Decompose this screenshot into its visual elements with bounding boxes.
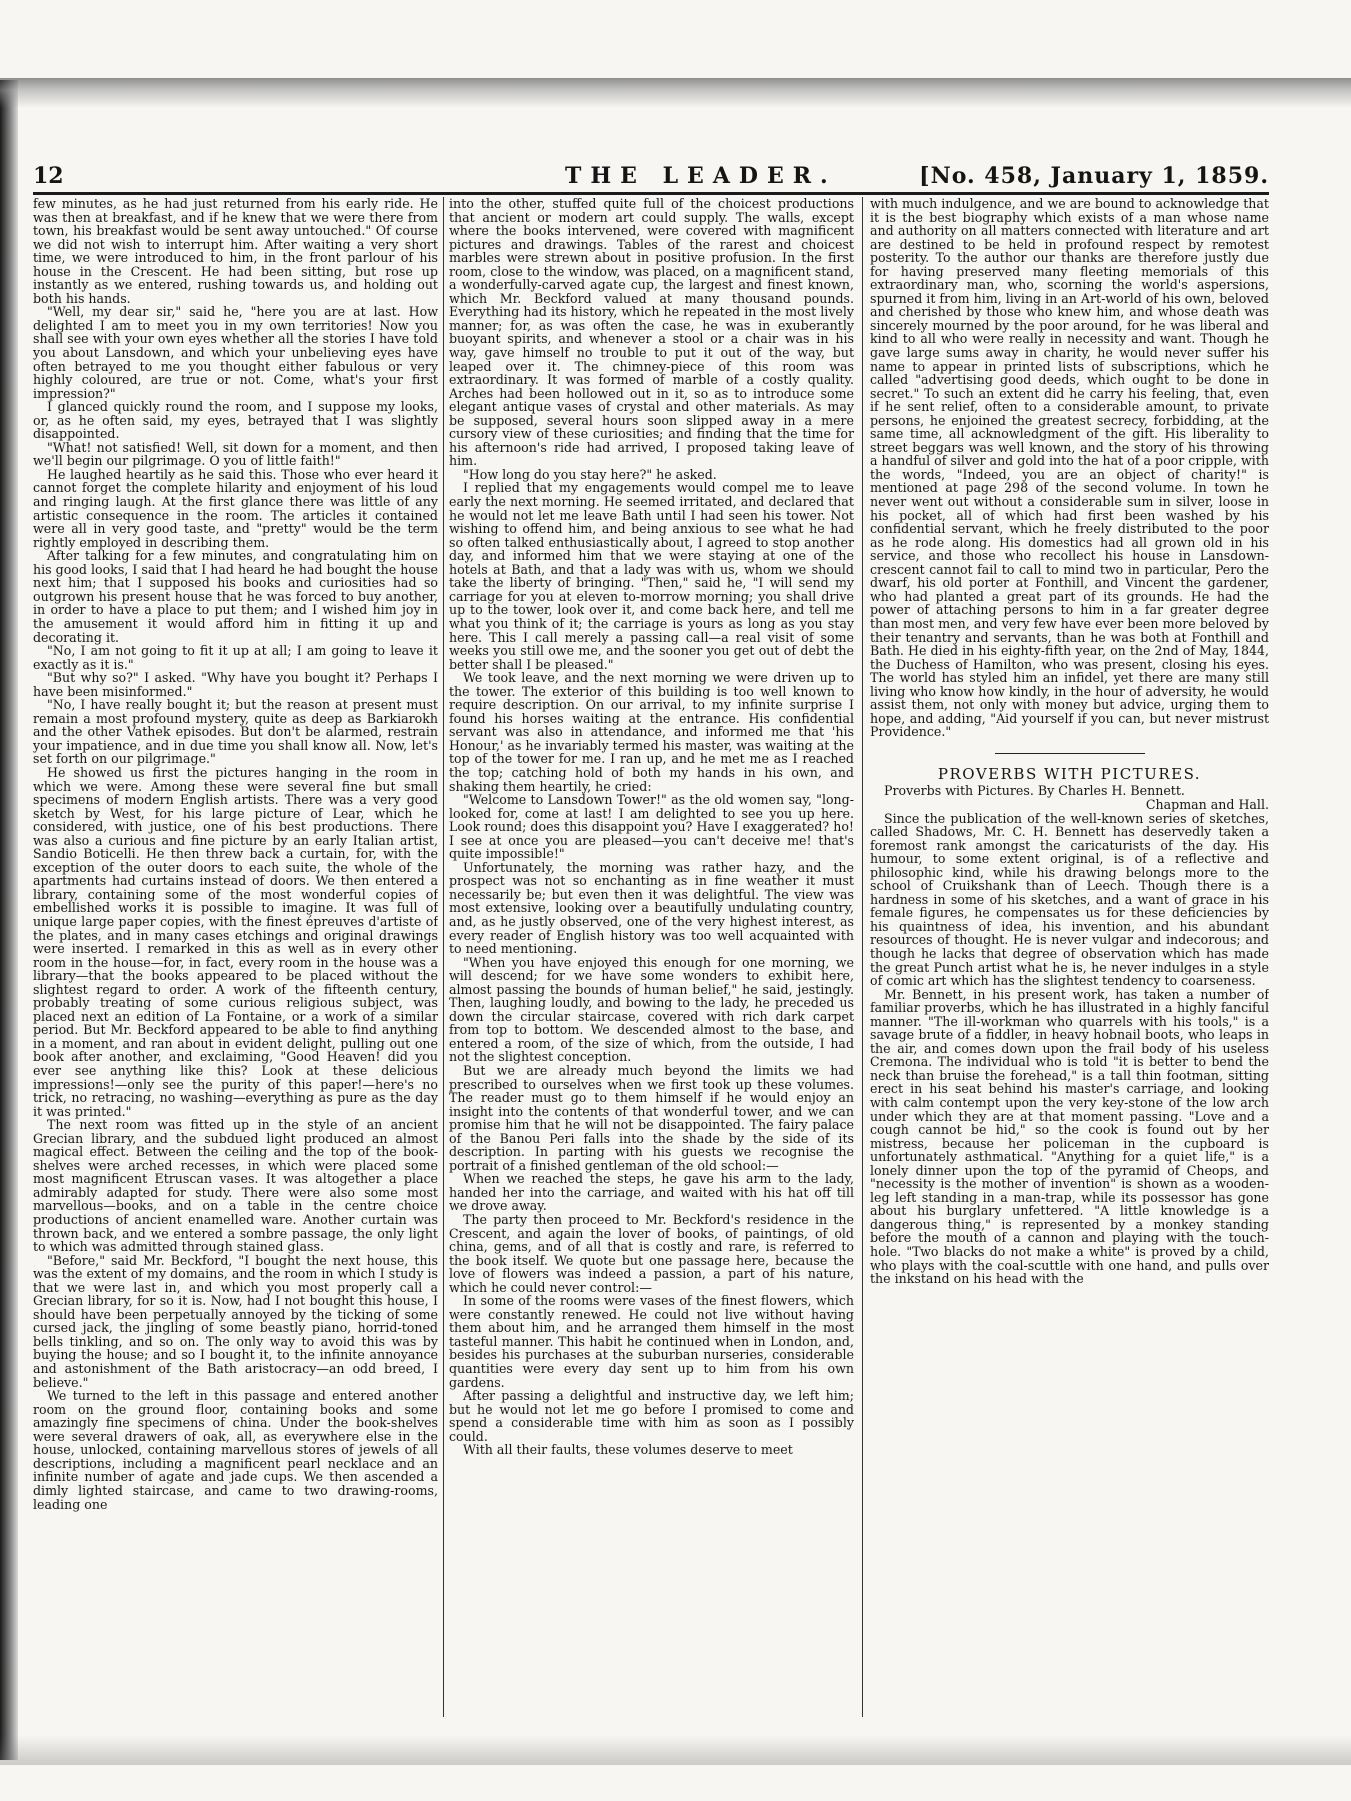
paragraph: "But why so?" I asked. "Why have you bought it? Perhaps I have been misinformed." xyxy=(33,670,438,699)
page-left-edge-shadow xyxy=(0,80,18,1760)
newspaper-title: THE LEADER. xyxy=(565,163,837,189)
column-divider xyxy=(862,197,863,1717)
review-publisher: Chapman and Hall. xyxy=(1145,796,1269,812)
paragraph: few minutes, as he had just returned from his early ride. He was then at breakfast, and if he knew that we were there from town, his breakfast would be sent away untouched." Of course we did not wish to interrupt him. After waiting a very short time, we were introduced to him, in the front parlour of his house in the Crescent. He had been sitting, but rose up instantly as we entered, rushing towards us, and holding out both his hands. xyxy=(33,197,438,306)
paragraph: After passing a delightful and instructive day, we left him; but he would not let me go before I promised to come and spend a considerable time with him as soon as I possibly could. xyxy=(449,1388,854,1444)
masthead xyxy=(33,163,1269,193)
issue-date: [No. 458, January 1, 1859. xyxy=(919,163,1269,189)
paragraph: "Welcome to Lansdown Tower!" as the old women say, "long-looked for, come at last! I am delighted to see you up here. Look round; does this disappoint you? Have I exaggerated? ho! I see at once you are pleased—you can't deceive me! that's quite impossible!" xyxy=(449,792,854,862)
paragraph: With all their faults, these volumes deserve to meet xyxy=(463,1442,793,1458)
page-top-scan-shadow xyxy=(0,78,1351,108)
paragraph: I replied that my engagements would compel me to leave early the next morning. He seemed irritated, and declared that he would not let me leave Bath until I had seen his tower. Not wishing to offend him, and being anxious to see what he had so often talked enthusiastically about, I agreed to stop another day, and informed him that we were staying at one of the hotels at Bath, and that a lady was with us, whom we should take the liberty of bringing. "Then," said he, "I will send my carriage for you at eleven to-morrow morning; you shall drive up to the tower, look over it, and come back here, and tell me what you think of it; the carriage is yours as long as you stay here. This I call merely a passing call—a real visit of some weeks you still owe me, and the sooner you get out of debt the better shall I be pleased." xyxy=(449,480,854,672)
paragraph: But we are already much beyond the limits we had prescribed to ourselves when we first took up these volumes. The reader must go to them himself if he would enjoy an insight into the contents of that wonderful tower, and we can promise him that he will not be disappointed. The fairy palace of the Banou Peri falls into the shade by the side of its description. In parting with his guests we recognise the portrait of a finished gentleman of the old school:— xyxy=(449,1063,854,1173)
paragraph: In some of the rooms were vases of the finest flowers, which were constantly renewed. He could not live without having them about him, and he arranged them himself in the most tasteful manner. This habit he continued when in London, and, besides his purchases at the suburban nurseries, considerable quantities were every day sent up to him from his own gardens. xyxy=(449,1293,854,1390)
paragraph: "What! not satisfied! Well, sit down for a moment, and then we'll begin our pilgrimage. O you of little faith!" xyxy=(33,439,438,469)
review-book-title: Proverbs with Pictures. By Charles H. Bennett. xyxy=(884,783,1185,799)
paragraph: Mr. Bennett, in his present work, has taken a number of familiar proverbs, which he has illustrated in a highly fanciful manner. "The ill-workman who quarrels with his tools," is a savage brute of a fiddler, in heavy hobnail boots, who leaps in the air, and comes down upon the frail body of his useless Cremona. The individual who is told "it is better to bend the neck than bruise the forehead," is a tall thin footman, sitting erect in his seat behind his master's carriage, and looking with calm contempt upon the very key-stone of the low arch under which they are at that moment passing. "Love and a cough cannot be hid," so the cook is found out by her mistress, because her policeman in the cupboard is unfortunately asthmatical. "Anything for a quiet life," is a lonely dinner upon the top of the pyramid of Cheops, and "necessity is the mother of invention" is shown as a wooden-leg left standing in a man-trap, while its possessor has gone about his burglary unfettered. "A little knowledge is a dangerous thing," is represented by a monkey standing before the mouth of a cannon and playing with the touch-hole. "Two blacks do not make a white" is proved by a child, who plays with the coal-scuttle with one hand, and pulls over the inkstand on his head with the xyxy=(870,986,1269,1287)
paragraph: He laughed heartily as he said this. Those who ever heard it cannot forget the complete hilarity and enjoyment of his loud and ringing laugh. At the first glance there was little of any artistic consequence in the room. The articles it contained were all in very good taste, and "pretty" would be the term rightly employed in describing them. xyxy=(33,466,438,550)
paragraph: Unfortunately, the morning was rather hazy, and the prospect was not so enchanting as in fine weather it must necessarily be; but even then it was delightful. The view was most extensive, looking over a beautifully undulating country, and, as he justly observed, one of the very highest interest, as every reader of English history was too well acquainted with to need mentioning. xyxy=(449,859,854,957)
paragraph: "Before," said Mr. Beckford, "I bought the next house, this was the extent of my domains, and the room in which I study is that we were last in, and which you most properly call a Grecian library, for so it is. Now, had I not bought this house, I should have been perpetually annoyed by the ticking of some cursed jack, the jingling of some beastly piano, horrid-toned bells tinkling, and so on. The only way to avoid this was by buying the house; and so I bought it, to the infinite annoyance and astonishment of the Bath aristocracy—an odd breed, I believe." xyxy=(33,1252,438,1390)
masthead-rule xyxy=(33,192,1269,195)
paragraph: with much indulgence, and we are bound to acknowledge that it is the best biography which exists of a man whose name and authority on all matters connected with literature and art are destined to be held in profound respect by remotest posterity. To the author our thanks are therefore justly due for having preserved many fleeting memorials of this extraordinary man, who, scorning the world's aspersions, spurned it from him, living in an Art-world of his own, beloved and cherished by those who knew him, and whose death was sincerely mourned by the poor around, for he was liberal and kind to all who were really in necessity and want. Though he gave large sums away in charity, he would never suffer his name to appear in printed lists of subscriptions, which he called "advertising good deeds, which ought to be done in secret." To such an extent did he carry his feeling, that, even if he sent relief, often to a considerable amount, to private persons, he enjoined the greatest secrecy, forbidding, at the same time, all acknowledgment of the gift. His liberality to street beggars was well known, and the story of his throwing a handful of silver and gold into the hat of a poor cripple, with the words, "Indeed, you are an object of charity!" is mentioned at page 298 of the second volume. In town he never went out without a considerable sum in silver, loose in his pocket, all of which had first been washed by his confidential servant, which he freely distributed to the poor as he rode along. His domestics had all grown old in his service, and those who recollect his house in Lansdown-crescent cannot fail to call to mind two in particular, Pero the dwarf, his old porter at Fonthill, and Vincent the gardener, who had planted a great part of its grounds. He had the power of attaching persons to him in a far greater degree than most men, and very few have ever been more beloved by their tenantry and servants, than he was both at Fonthill and Bath. He died in his eighty-fifth year, on the 2nd of May, 1844, the Duchess of Hamilton, who was present, closing his eyes. The world has styled him an infidel, yet there are many still living who know how kindly, in the hour of adversity, he would assist them, not only with money but advice, urging them to hope, and adding, "Aid yourself if you can, but never mistrust Providence." xyxy=(870,197,1269,740)
paragraph: Since the publication of the well-known series of sketches, called Shadows, Mr. C. H. Bennett has deservedly taken a foremost rank amongst the caricaturists of the day. His humour, to some extent original, is of a reflective and philosophic kind, while his drawing belongs more to the school of Cruikshank than of Leech. Though there is a hardness in some of his sketches, and a want of grace in his female figures, he compensates us for these deficiencies by his quaintness of idea, his invention, and his abundant resources of thought. He is never vulgar and indecorous; and though he lacks that degree of observation which has made the great Punch artist what he is, he never indulges in a style of comic art which has the slightest tendency to coarseness. xyxy=(870,810,1269,989)
column-1 xyxy=(33,197,438,1717)
section-divider xyxy=(995,753,1145,754)
paragraph: He showed us first the pictures hanging in the room in which we were. Among these were several fine but small specimens of modern English artists. There was a very good sketch by West, for his large picture of Lear, which he considered, with justice, one of his best productions. There was also a curious and fine picture by an early Italian artist, Sandio Boticelli. He then threw back a curtain, for, with the exception of the outer doors to each suite, the whole of the apartments had curtains instead of doors. We then entered a library, containing some of the most wonderful copies of embellished works it is possible to imagine. It was full of unique large paper copies, with the finest épreuves d'artiste of the plates, and in many cases etchings and original drawings were inserted. I remarked in this as well as in every other room in the house—for, in fact, every room in the house was a library—that the books appeared to be placed without the slightest regard to order. A work of the fifteenth century, probably treating of some curious religious subject, was placed next an edition of La Fontaine, or a work of a similar period. But Mr. Beckford appeared to be able to find anything in a moment, and ran about in evident delight, pulling out one book after another, and exclaiming, "Good Heaven! did you ever see anything like this? Look at these delicious impressions!—only see the purity of this paper!—here's no trick, no retracing, no washing—everything as pure as the day it was printed." xyxy=(33,764,438,1119)
paragraph: "How long do you stay here?" he asked. xyxy=(463,466,717,482)
column-3 xyxy=(870,197,1269,1717)
paragraph: "When you have enjoyed this enough for one morning, we will descend; for we have some wonders to exhibit here, almost passing the bounds of human belief," he said, jestingly. Then, laughing loudly, and bowing to the lady, he preceded us down the circular staircase, covered with rich dark carpet from top to bottom. We descended almost to the base, and entered a room, of the size of which, from the outside, I had not the slightest conception. xyxy=(449,954,854,1065)
paragraph: The next room was fitted up in the style of an ancient Grecian library, and the subdued light produced an almost magical effect. Between the ceiling and the top of the book-shelves were arched recesses, in which were placed some most magnificent Etruscan vases. It was altogether a place admirably adapted for study. There were also some most marvellous—books, and on a table in the centre choice productions of ancient enamelled ware. Another curtain was thrown back, and we entered a sombre passage, the only light to which was admitted through stained glass. xyxy=(33,1117,438,1255)
paragraph: The party then proceed to Mr. Beckford's residence in the Crescent, and again the lover of books, of paintings, of old china, gems, and of all that is costly and rare, is referred to the book itself. We quote but one passage here, because the love of flowers was indeed a passion, a part of his nature, which he could never control:— xyxy=(449,1212,854,1295)
page-bottom-scan-shadow xyxy=(0,1735,1351,1765)
paragraph: After talking for a few minutes, and congratulating him on his good looks, I said that I had heard he had bought the house next him; that I supposed his books and curiosities had so outgrown his present house that he was forced to buy another, in order to have a place to put them; and I wished him joy in the amusement it would afford him in fitting it up and decorating it. xyxy=(33,548,438,645)
column-divider xyxy=(443,197,444,1717)
paragraph: into the other, stuffed quite full of the choicest productions that ancient or modern art could supply. The walls, except where the books intervened, were covered with magnificent pictures and drawings. Tables of the rarest and choicest marbles were strewn about in positive profusion. In the first room, close to the window, was placed, on a magnificent stand, a wonderfully-carved agate cup, the largest and finest known, which Mr. Beckford valued at many thousand pounds. Everything had its history, which he repeated in the most lively manner; for, as was often the case, he was in exuberantly buoyant spirits, and whenever a stool or a chair was in his way, gave himself no trouble to put it out of the way, but leaped over it. The chimney-piece of this room was extraordinary. It was formed of marble of a costly quality. Arches had been hollowed out in it, so as to introduce some elegant antique vases of crystal and other materials. As may be supposed, several hours soon slipped away in a mere cursory view of these curiosities; and finding that the time for his afternoon's ride had arrived, I proposed taking leave of him. xyxy=(449,197,854,469)
column-2 xyxy=(449,197,854,1717)
paragraph: I glanced quickly round the room, and I suppose my looks, or, as he often said, my eyes, betrayed that I was slightly disappointed. xyxy=(33,399,438,442)
paragraph: "Well, my dear sir," said he, "here you are at last. How delighted I am to meet you in my own territories! Now you shall see with your own eyes whether all the stories I have told you about Lansdown, and which your unbelieving eyes have often betrayed to me you thought either fabulous or very highly coloured, are true or not. Come, what's your first impression?" xyxy=(33,304,438,401)
paragraph: "No, I am not going to fit it up at all; I am going to leave it exactly as it is." xyxy=(33,643,438,672)
paragraph: "No, I have really bought it; but the reason at present must remain a most profound mystery, quite as deep as Barkiarokh and the other Vathek episodes. But don't be alarmed, restrain your impatience, and in due time you shall know all. Now, let's set forth on our pilgrimage." xyxy=(33,697,438,767)
paragraph: We took leave, and the next morning we were driven up to the tower. The exterior of this building is too well known to require description. On our arrival, to my infinite surprise I found his horses waiting at the entrance. His confidential servant was also in attendance, and informed me that 'his Honour,' as he invariably termed his master, was waiting at the top of the tower for me. I ran up, and he met me as I reached the top; catching hold of both my hands in his own, and shaking them heartily, he cried: xyxy=(449,670,854,794)
page-number: 12 xyxy=(33,163,64,189)
review-heading: PROVERBS WITH PICTURES. xyxy=(937,764,1202,783)
paragraph: When we reached the steps, he gave his arm to the lady, handed her into the carriage, and waited with his hat off till we drove away. xyxy=(449,1171,854,1214)
paragraph: We turned to the left in this passage and entered another room on the ground floor, containing books and some amazingly fine specimens of china. Under the book-shelves were several drawers of oak, all, as everywhere else in the house, unlocked, containing marvellous stores of jewels of all descriptions, including a magnificent pearl necklace and an infinite number of agate and jade cups. We then ascended a dimly lighted staircase, and came to two drawing-rooms, leading one xyxy=(33,1388,438,1512)
